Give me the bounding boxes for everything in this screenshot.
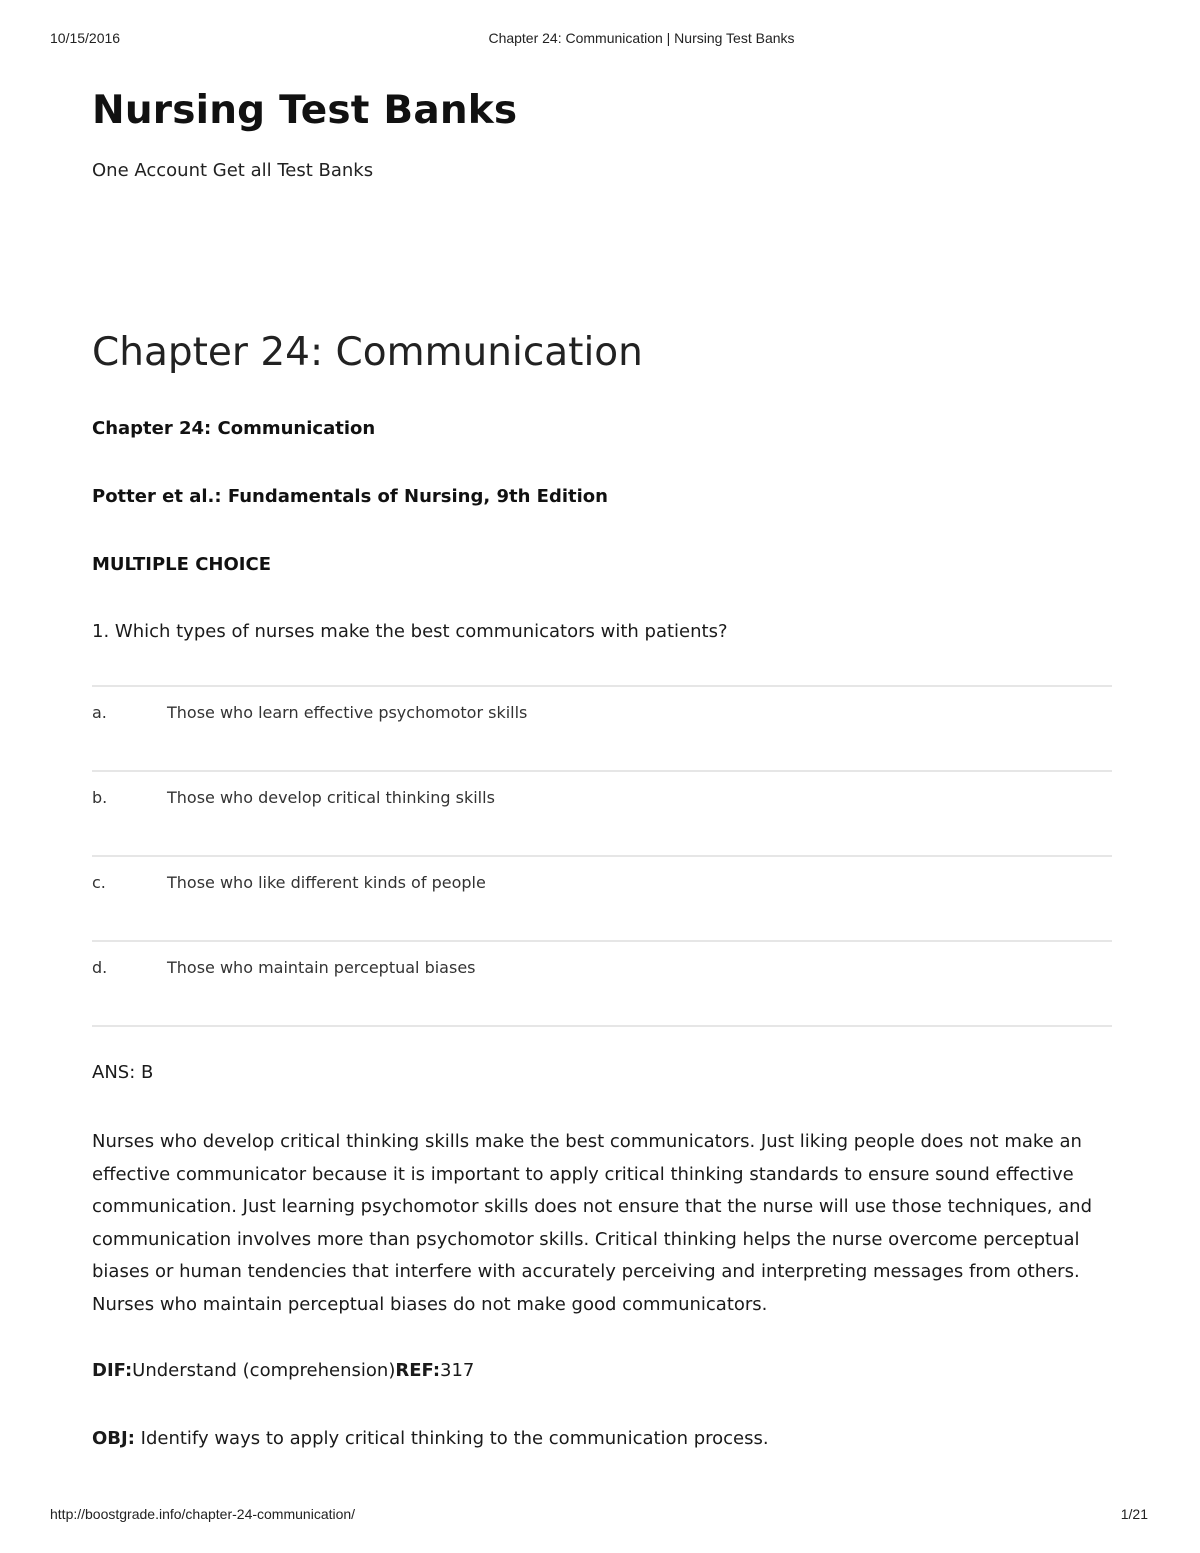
ref-value: 317	[440, 1360, 475, 1381]
objective-line	[92, 1428, 769, 1449]
obj-label: OBJ:	[92, 1428, 135, 1449]
print-page-title: Chapter 24: Communication | Nursing Test Banks	[488, 30, 795, 46]
print-page-number: 1/21	[1120, 1506, 1148, 1522]
choice-text: Those who develop critical thinking skills	[167, 788, 495, 807]
choice-row-c	[92, 855, 1112, 940]
article-title: Chapter 24: Communication	[92, 330, 643, 375]
article-subtitle: Chapter 24: Communication	[92, 418, 376, 439]
choice-row-b	[92, 770, 1112, 855]
choice-letter: a.	[92, 703, 107, 722]
site-tagline: One Account Get all Test Banks	[92, 160, 374, 181]
choice-letter: b.	[92, 788, 108, 807]
choice-row-d	[92, 940, 1112, 1027]
obj-value: Identify ways to apply critical thinking to the communication process.	[134, 1428, 769, 1449]
choice-letter: d.	[92, 958, 108, 977]
choice-text: Those who learn effective psychomotor skills	[167, 703, 528, 722]
print-header	[0, 30, 1200, 50]
choice-letter: c.	[92, 873, 106, 892]
difficulty-reference-line	[92, 1360, 474, 1381]
question-text: 1. Which types of nurses make the best communicators with patients?	[92, 621, 728, 642]
dif-value: Understand (comprehension)	[132, 1360, 396, 1381]
print-footer	[0, 1506, 1200, 1526]
section-heading: MULTIPLE CHOICE	[92, 554, 271, 575]
answer-choices-table	[92, 685, 1112, 1027]
choice-text: Those who like different kinds of people	[167, 873, 486, 892]
choice-row-a	[92, 685, 1112, 770]
print-url: http://boostgrade.info/chapter-24-communication/	[50, 1506, 356, 1522]
rationale-text: Nurses who develop critical thinking skills make the best communicators. Just liking people does not make an effective communicator because it is important to apply critical thinking standards to ensure sound effective communication. Just learning psychomotor skills does not ensure that the nurse will use those techniques, and communication involves more than psychomotor skills. Critical thinking helps the nurse overcome perceptual biases or human tendencies that interfere with accurately perceiving and interpreting messages from others. Nurses who maintain perceptual biases do not make good communicators.	[92, 1131, 1093, 1315]
choice-text: Those who maintain perceptual biases	[167, 958, 476, 977]
print-date: 10/15/2016	[50, 30, 121, 46]
site-title[interactable]: Nursing Test Banks	[92, 88, 518, 133]
answer-key: ANS: B	[92, 1062, 154, 1083]
dif-label: DIF:	[92, 1360, 133, 1381]
ref-label: REF:	[395, 1360, 441, 1381]
book-reference: Potter et al.: Fundamentals of Nursing, 9th Edition	[92, 486, 608, 507]
